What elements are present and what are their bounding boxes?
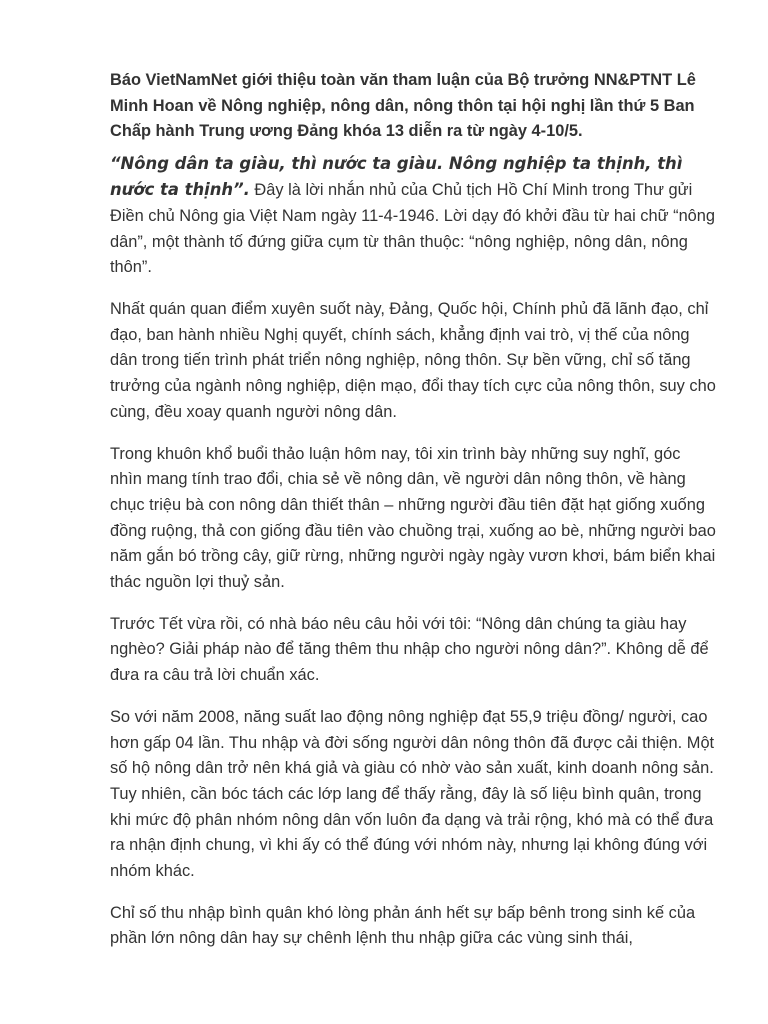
paragraph-3: Trong khuôn khổ buổi thảo luận hôm nay, tôi xin trình bày những suy nghĩ, góc nhìn mang tính trao đổi, chia sẻ về nông dân, về người dân nông thôn, về hàng chục triệu bà con nông dân thiết thân – những người đầu tiên đặt hạt giống xuống đồng ruộng, thả con giống đầu tiên vào chuồng trại, xuống ao bè, những người bao năm gắn bó trồng cây, giữ rừng, những người ngày ngày vươn khơi, bám biển khai thác nguồn lợi thuỷ sản.	[110, 444, 716, 592]
paragraph-4: Trước Tết vừa rồi, có nhà báo nêu câu hỏi với tôi: “Nông dân chúng ta giàu hay nghèo? Giải pháp nào để tăng thêm thu nhập cho người nông dân?”. Không dễ để đưa ra câu trả lời chuẩn xác.	[110, 614, 709, 685]
paragraph-1-text: Đây là lời nhắn nhủ của Chủ tịch Hồ Chí Minh trong Thư gửi Điền chủ Nông gia Việt Nam ngày 11-4-1946. Lời dạy đó khởi đầu từ hai chữ “nông dân”, một thành tố đứng giữa cụm từ thân thuộc: “nông nghiệp, nông dân, nông thôn”.	[110, 181, 716, 277]
paragraph-1	[110, 151, 716, 282]
paragraph-2: Nhất quán quan điểm xuyên suốt này, Đảng, Quốc hội, Chính phủ đã lãnh đạo, chỉ đạo, ban hành nhiều Nghị quyết, chính sách, khẳng định vai trò, vị thế của nông dân trong tiến trình phát triển nông nghiệp, nông thôn. Sự bền vững, chỉ số tăng trưởng của ngành nông nghiệp, diện mạo, đổi thay tích cực của nông thôn, suy cho cùng, đều xoay quanh người nông dân.	[110, 300, 716, 421]
article-intro: Báo VietNamNet giới thiệu toàn văn tham luận của Bộ trưởng NN&PTNT Lê Minh Hoan về Nông nghiệp, nông dân, nông thôn tại hội nghị lần thứ 5 Ban Chấp hành Trung ương Đảng khóa 13 diễn ra từ ngày 4-10/5.	[110, 71, 696, 140]
paragraph-5: So với năm 2008, năng suất lao động nông nghiệp đạt 55,9 triệu đồng/ người, cao hơn gấp 04 lần. Thu nhập và đời sống người dân nông thôn đã được cải thiện. Một số hộ nông dân trở nên khá giả và giàu có nhờ vào sản xuất, kinh doanh nông sản. Tuy nhiên, cần bóc tách các lớp lang để thấy rằng, đây là số liệu bình quân, trong khi mức độ phân nhóm nông dân vốn luôn đa dạng và trải rộng, khó mà có thể đưa ra nhận định chung, vì khi ấy có thể đúng với nhóm này, nhưng lại không đúng với nhóm khác.	[110, 707, 715, 881]
ho-chi-minh-quote: “Nông dân ta giàu, thì nước ta giàu. Nông nghiệp ta thịnh, thì nước ta thịnh”.	[110, 153, 683, 200]
article-body	[110, 68, 716, 968]
paragraph-6: Chỉ số thu nhập bình quân khó lòng phản ánh hết sự bấp bênh trong sinh kế của phần lớn nông dân hay sự chênh lệnh thu nhập giữa các vùng sinh thái,	[110, 903, 696, 948]
